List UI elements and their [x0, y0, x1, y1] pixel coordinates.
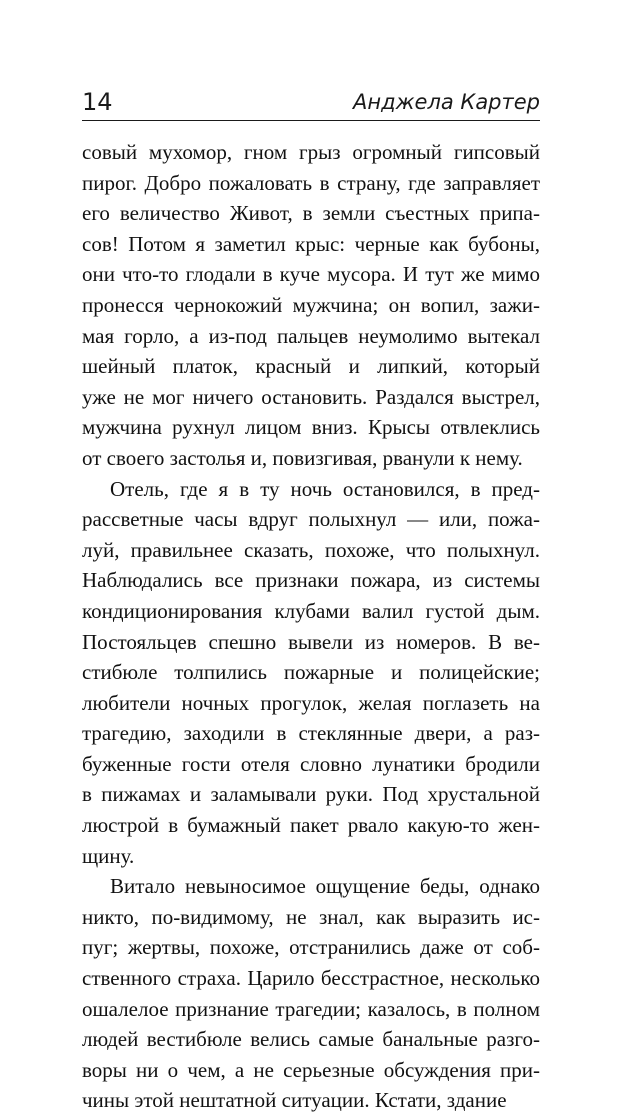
text-line: щину. — [82, 843, 135, 868]
paragraph — [82, 474, 540, 872]
text-line: люстрой в бумажный пакет рвало какую-то жен- — [82, 813, 540, 838]
text-line: мая горло, а из-под пальцев неумолимо вытекал — [82, 323, 540, 348]
text-line: Постояльцев спешно вывели из номеров. В ве- — [82, 629, 540, 654]
header-rule — [82, 120, 540, 121]
text-line: чины этой нештатной ситуации. Кстати, здание — [82, 1088, 507, 1113]
text-line: от своего застолья и, повизгивая, рванули к нему. — [82, 445, 523, 470]
text-line: Витало невыносимое ощущение беды, однако — [110, 874, 540, 899]
text-line: сов! Потом я заметил крыс: черные как бубоны, — [82, 231, 540, 256]
text-line: воры ни о чем, а не серьезные обсуждения при- — [82, 1057, 540, 1082]
text-line: людей вестибюле велись самые банальные разго- — [82, 1027, 540, 1052]
text-line: трагедию, заходили в стеклянные двери, а раз- — [82, 721, 540, 746]
page-number: 14 — [82, 88, 113, 116]
text-line: любители ночных прогулок, желая поглазеть на — [82, 690, 540, 715]
body-text — [82, 137, 540, 1116]
text-line: рассветные часы вдруг полыхнул — или, пожа- — [82, 507, 540, 532]
paragraph — [82, 871, 540, 1116]
text-line: в пижамах и заламывали руки. Под хрустальной — [82, 782, 540, 807]
text-line: пирог. Добро пожаловать в страну, где заправляет — [82, 170, 540, 195]
running-head-author: Анджела Картер — [352, 90, 540, 114]
text-line: Отель, где я в ту ночь остановился, в пред- — [110, 476, 540, 501]
text-line: уже не мог ничего остановить. Раздался выстрел, — [82, 384, 540, 409]
text-line: совый мухомор, гном грыз огромный гипсовый — [82, 140, 540, 164]
text-line: пуг; жертвы, похоже, отстранились даже от соб- — [82, 935, 540, 960]
text-line: стибюле толпились пожарные и полицейские; — [82, 660, 540, 685]
text-line: кондиционирования клубами валил густой дым. — [82, 598, 540, 623]
text-line: ошалелое признание трагедии; казалось, в полном — [82, 996, 540, 1021]
text-line: пронесся чернокожий мужчина; он вопил, зажи- — [82, 292, 540, 317]
paragraph — [82, 137, 540, 474]
text-line: Наблюдались все признаки пожара, из системы — [82, 568, 540, 593]
text-line: мужчина рухнул лицом вниз. Крысы отвлеклись — [82, 415, 540, 440]
text-line: никто, по-видимому, не знал, как выразить ис- — [82, 904, 540, 929]
text-line: шейный платок, красный и липкий, который — [82, 354, 540, 379]
text-line: его величество Живот, в земли съестных припа- — [82, 201, 540, 226]
text-line: ственного страха. Царило бесстрастное, несколько — [82, 966, 540, 991]
text-line: луй, правильнее сказать, похоже, что полыхнул. — [82, 537, 540, 562]
text-line: буженные гости отеля словно лунатики бродили — [82, 751, 540, 776]
text-line: они что-то глодали в куче мусора. И тут же мимо — [82, 262, 540, 287]
running-head — [82, 86, 540, 122]
